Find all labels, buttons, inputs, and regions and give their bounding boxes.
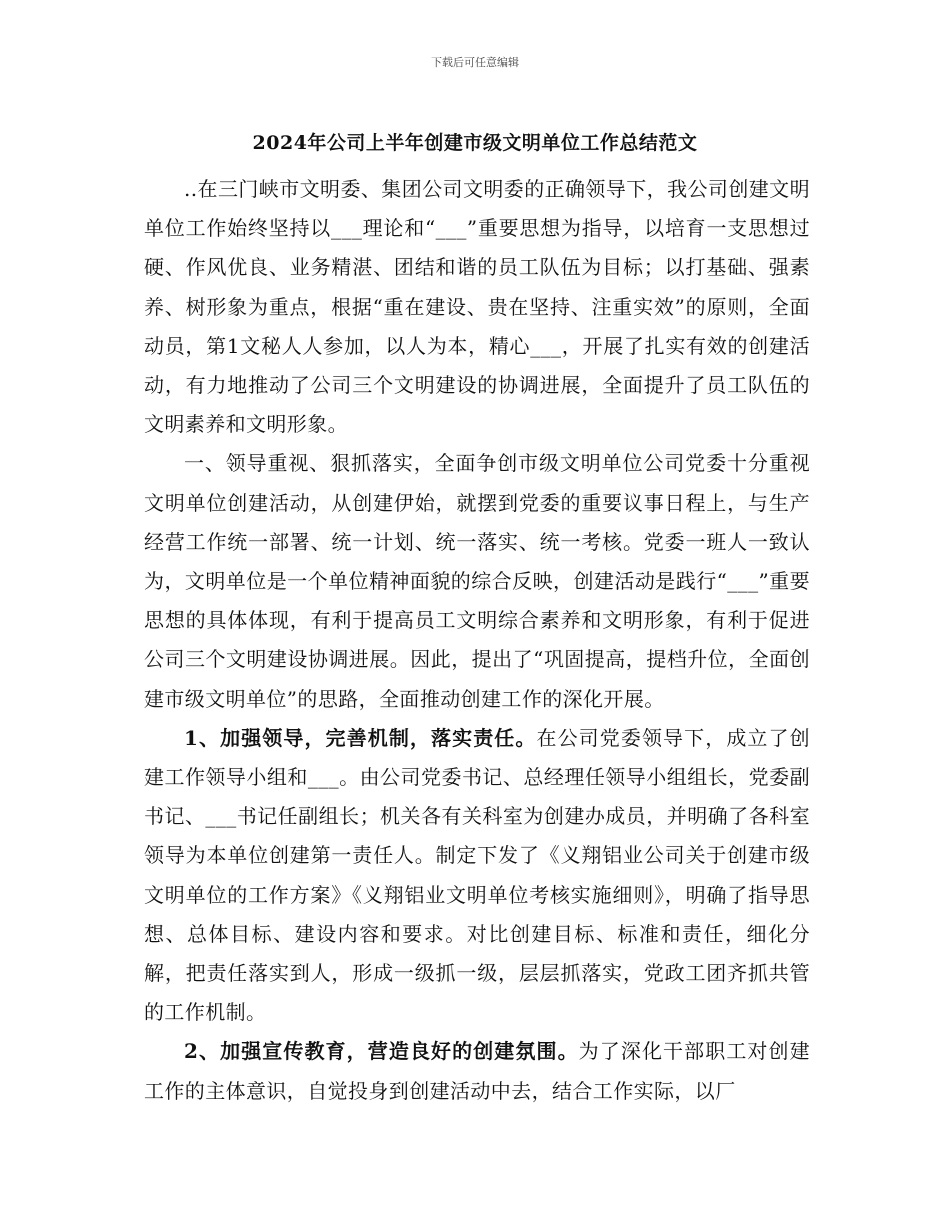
paragraph-lead: 2、加强宣传教育，营造良好的创建氛围。 [184, 1039, 579, 1064]
paragraph-item-2 [144, 1032, 810, 1110]
paragraph-text: ..在三门峡市文明委、集团公司文明委的正确领导下，我公司创建文明单位工作始终坚持以___理论和“___”重要思想为指导，以培育一支思想过硬、作风优良、业务精湛、团结和谐的员工队伍为目标；以打基础、强素养、树形象为重点，根据“重在建设、贵在坚持、注重实效”的原则，全面动员，第1文秘人人参加，以人为本，精心___，开展了扎实有效的创建活动，有力地推动了公司三个文明建设的协调进展，全面提升了员工队伍的文明素养和文明形象。 [144, 177, 810, 437]
paragraph-text: 为了深化干部职工对创建工作的主体意识，自觉投身到创建活动中去，结合工作实际，以厂 [144, 1039, 810, 1103]
paragraph-item-1 [144, 719, 810, 1033]
paragraph-section-1 [144, 444, 810, 718]
paragraph-text: 在公司党委领导下，成立了创建工作领导小组和___。由公司党委书记、总经理任领导小组组长，党委副书记、___书记任副组长；机关各有关科室为创建办成员，并明确了各科室领导为本单位创建第一责任人。制定下发了《义翔铝业公司关于创建市级文明单位的工作方案》《义翔铝业文明单位考核实施细则》，明确了指导思想、总体目标、建设内容和要求。对比创建目标、标准和责任，细化分解，把责任落实到人，形成一级抓一级，层层抓落实，党政工团齐抓共管的工作机制。 [144, 725, 811, 1025]
paragraph-text: 一、领导重视、狠抓落实，全面争创市级文明单位公司党委十分重视文明单位创建活动，从创建伊始，就摆到党委的重要议事日程上，与生产经营工作统一部署、统一计划、统一落实、统一考核。党委一班人一致认为，文明单位是一个单位精神面貌的综合反映，创建活动是践行“___”重要思想的具体体现，有利于提高员工文明综合素养和文明形象，有利于促进公司三个文明建设协调进展。因此，提出了“巩固提高，提档升位，全面创建市级文明单位”的思路，全面推动创建工作的深化开展。 [144, 451, 810, 711]
document-title: 2024年公司上半年创建市级文明单位工作总结范文 [252, 132, 698, 154]
paragraph-lead: 1、加强领导，完善机制，落实责任。 [184, 725, 537, 750]
paragraph-intro [144, 170, 810, 444]
document-body [144, 170, 810, 1111]
page-header: 下载后可任意编辑 [431, 56, 519, 69]
